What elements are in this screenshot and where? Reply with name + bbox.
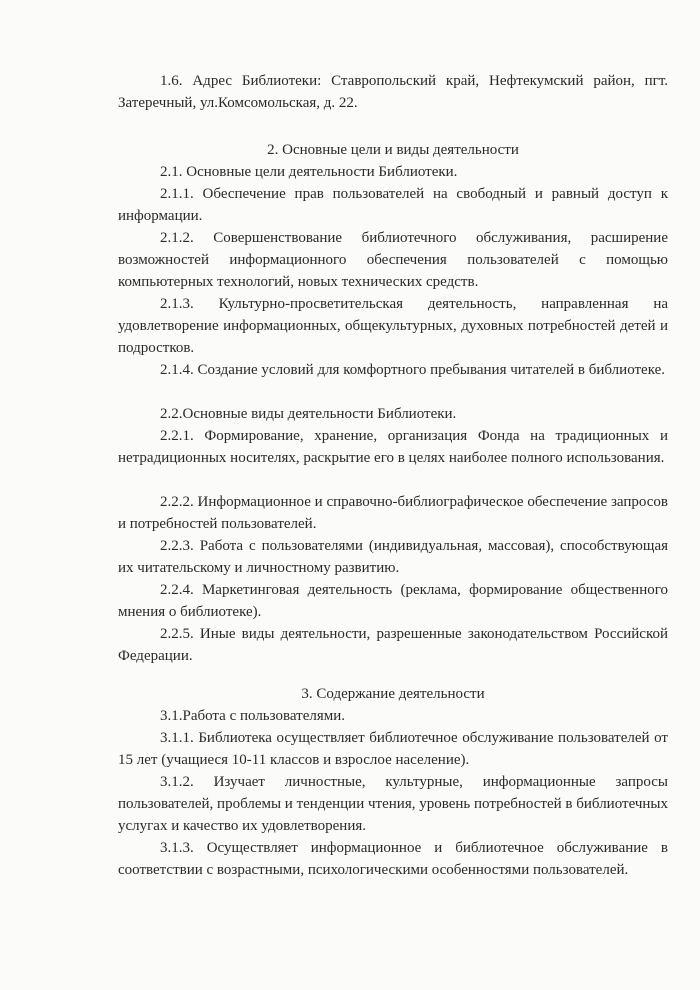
paragraph-2-1-4: 2.1.4. Создание условий для комфортного пребывания читателей в библиотеке. bbox=[160, 362, 666, 378]
paragraph-2-2-5: 2.2.5. Иные виды деятельности, разрешенные законодательством Российской Федерации. bbox=[118, 626, 668, 664]
paragraph-2-1-2: 2.1.2. Совершенствование библиотечного обслуживания, расширение возможностей информационного обеспечения пользователей с помощью компьютерных технологий, новых технических средств. bbox=[118, 230, 668, 290]
paragraph-2-2-2: 2.2.2. Информационное и справочно-библиографическое обеспечение запросов и потребностей пользователей. bbox=[118, 494, 668, 532]
address-paragraph: 1.6. Адрес Библиотеки: Ставропольский край, Нефтекумский район, пгт. Затеречный, ул.Комсомольская, д. 22. bbox=[118, 73, 668, 111]
paragraph-2-2-3: 2.2.3. Работа с пользователями (индивидуальная, массовая), способствующая их читательскому и личностному развитию. bbox=[118, 538, 668, 576]
paragraph-2-2-4: 2.2.4. Маркетинговая деятельность (реклама, формирование общественного мнения о библиотеке). bbox=[118, 582, 668, 620]
paragraph-3-1: 3.1.Работа с пользователями. bbox=[160, 708, 346, 724]
paragraph-2-1-3: 2.1.3. Культурно-просветительская деятельность, направленная на удовлетворение информационных, общекультурных, духовных потребностей детей и подростков. bbox=[118, 296, 668, 356]
paragraph-3-1-3: 3.1.3. Осуществляет информационное и библиотечное обслуживание в соответствии с возрастными, психологическими особенностями пользователей. bbox=[118, 840, 668, 878]
paragraph-2-2: 2.2.Основные виды деятельности Библиотеки. bbox=[160, 406, 457, 422]
paragraph-3-1-1: 3.1.1. Библиотека осуществляет библиотечное обслуживание пользователей от 15 лет (учащиеся 10-11 классов и взрослое население). bbox=[118, 730, 668, 768]
paragraph-2-1-1: 2.1.1. Обеспечение прав пользователей на свободный и равный доступ к информации. bbox=[118, 186, 668, 224]
paragraph-3-1-2: 3.1.2. Изучает личностные, культурные, информационные запросы пользователей, проблемы и тенденции чтения, уровень потребностей в библиотечных услугах и качество их удовлетворения. bbox=[118, 774, 668, 834]
paragraph-2-2-1: 2.2.1. Формирование, хранение, организация Фонда на традиционных и нетрадиционных носителях, раскрытие его в целях наиболее полного использования. bbox=[118, 428, 668, 466]
section-2-title: 2. Основные цели и виды деятельности bbox=[267, 142, 519, 158]
paragraph-2-1: 2.1. Основные цели деятельности Библиотеки. bbox=[160, 164, 458, 180]
section-3-title: 3. Содержание деятельности bbox=[301, 686, 485, 702]
